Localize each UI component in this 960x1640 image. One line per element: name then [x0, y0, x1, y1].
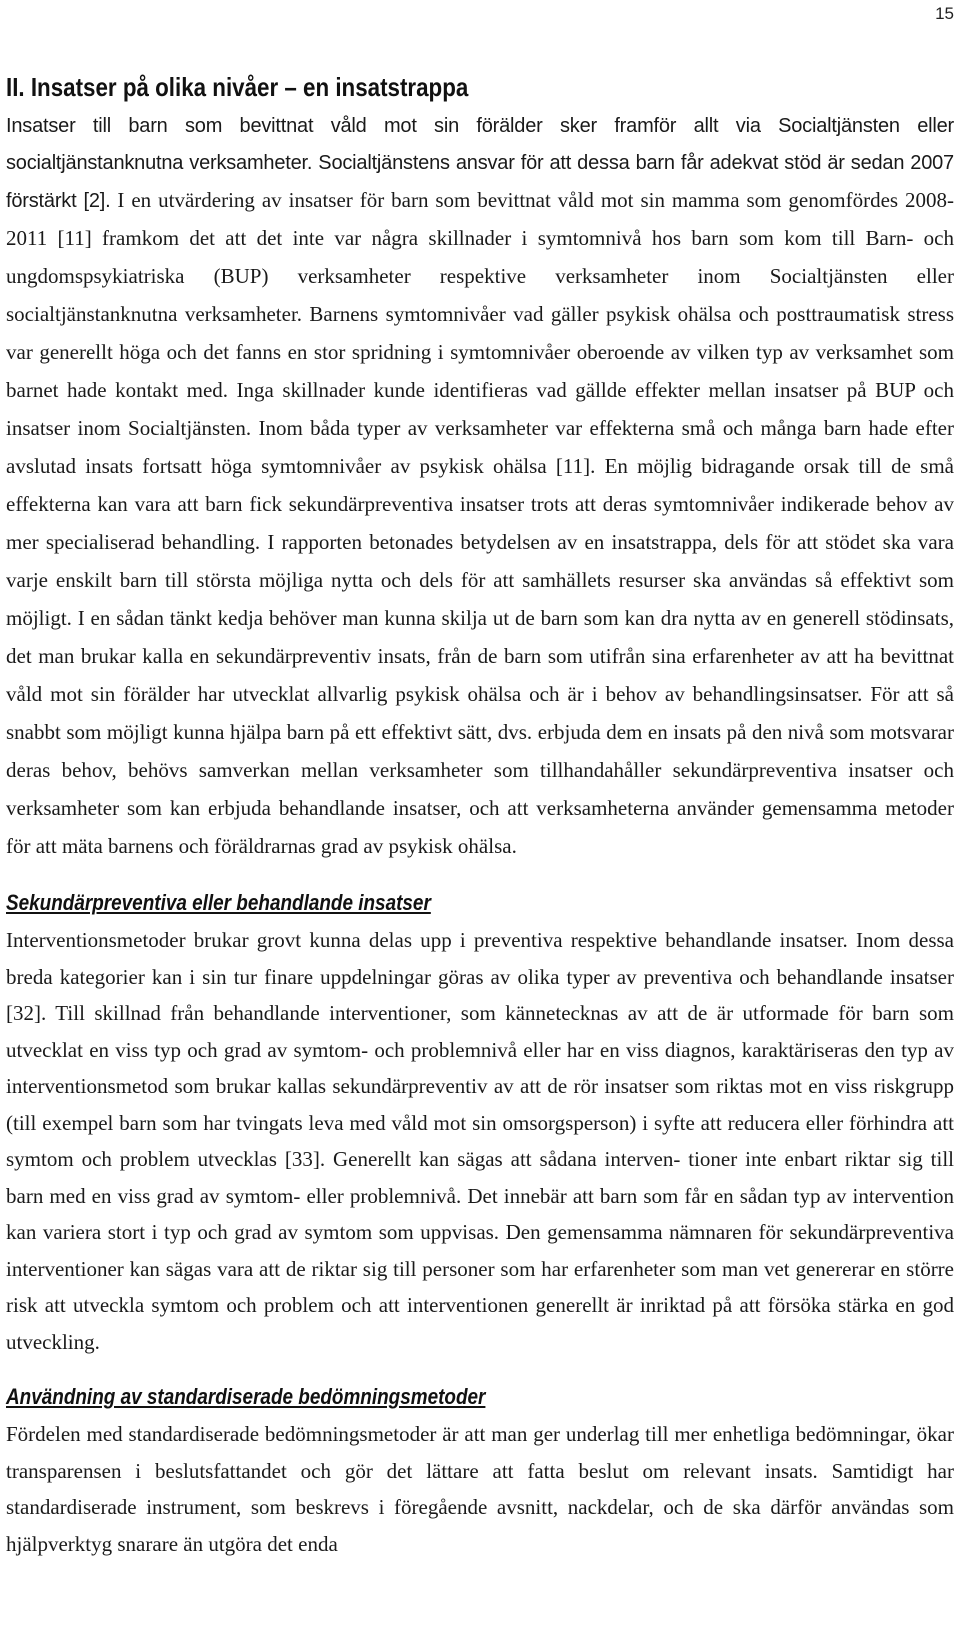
chapter-heading: II. Insatser på olika nivåer – en insatstrappa [6, 72, 469, 102]
section-paragraph-sekundarpreventiva: Interventionsmetoder brukar grovt kunna delas upp i preventiva respektive behandlande insatser. Inom dessa breda kategorier kan i sin tur finare uppdelningar göras av olika typer av preventiva och behandlande insatser [32]. Till skillnad från behandlande interventioner, som kännetecknas av att de är utformade för barn som utvecklat en viss typ och grad av symtom- och problemnivå eller har en viss diagnos, karaktäriseras den typ av interventionsmetod som brukar kallas sekundärpreventiv av att de rör insatser som riktas mot en viss riskgrupp (till exempel barn som har tvingats leva med våld mot sin omsorgsperson) i syfte att reducera eller förhindra att symtom och problem utvecklas [33]. Generellt kan sägas att sådana interven- tioner inte enbart riktar sig till barn med en viss grad av symtom- eller problemnivå. Det innebär att barn som får en sådan typ av intervention kan variera stort i typ och grad av symtom som uppvisas. Den gemensamma nämnaren för sekundärpreventiva interventioner kan sägas vara att de riktar sig till personer som har erfarenheter som man vet genererar en större risk att utveckla symtom och problem och att interventionen generellt är inriktad på att försöka stärka en god utveckling. [6, 928, 954, 1354]
intro-paragraph [6, 108, 954, 866]
section-paragraph-standardiserade: Fördelen med standardiserade bedömningsmetoder är att man ger underlag till mer enhetliga bedömningar, ökar transparensen i beslutsfattandet och gör det lättare att fatta beslut om relevant insats. Samtidigt har standardiserade instrument, som beskrevs i föregående avsnitt, nackdelar, och de ska därför användas som hjälpverktyg snarare än utgöra det enda [6, 1422, 954, 1556]
section-heading-sekundarpreventiva: Sekundärpreventiva eller behandlande insatser [6, 890, 431, 915]
page-number: 15 [935, 4, 954, 23]
section-heading-standardiserade: Användning av standardiserade bedömningsmetoder [6, 1384, 486, 1409]
intro-serif-text: I en utvärdering av insatser för barn som bevittnat våld mot sin mamma som genomfördes 2008-2011 [11] framkom det att det inte var några skillnader i symtomnivå hos barn som kom till Barn- och ungdomspsykiatriska (BUP) verksamheter respektive verksamheter inom Socialtjänsten eller socialtjänstanknutna verksamheter. Barnens symtomnivåer vad gäller psykisk ohälsa och posttraumatisk stress var generellt höga och det fanns en stor spridning i symtomnivåer oberoende av vilken typ av verksamhet som barnet hade kontakt med. Inga skillnader kunde identifieras vad gällde effekter mellan insatser på BUP och insatser inom Socialtjänsten. Inom båda typer av verksamheter var effekterna små och många barn hade efter avslutad insats fortsatt höga symtomnivåer av psykisk ohälsa [11]. En möjlig bidragande orsak till de små effekterna kan vara att barn fick sekundärpreventiva insatser trots att deras symtomnivåer indikerade behov av mer specialiserad behandling. I rapporten betonades betydelsen av en insatstrappa, dels för att stödet ska vara varje enskilt barn till största möjliga nytta och dels för att samhällets resurser ska användas så effektivt som möjligt. I en sådan tänkt kedja behöver man kunna skilja ut de barn som kan dra nytta av en generell stödinsats, det man brukar kalla en sekundärpreventiv insats, från de barn som utifrån sina erfarenheter av att ha bevittnat våld mot sin förälder har utvecklat allvarlig psykisk ohälsa och är i behov av behandlingsinsatser. För att så snabbt som möjligt kunna hjälpa barn på ett effektivt sätt, dvs. erbjuda dem en insats på den nivå som motsvarar deras behov, behövs samverkan mellan verksamheter som tillhandahåller sekundärpreventiva insatser och verksamheter som kan erbjuda behandlande insatser, och att verksamheterna använder gemensamma metoder för att mäta barnens och föräldrarnas grad av psykisk ohälsa. [6, 188, 954, 858]
intro-sans-text: Insatser till barn som bevittnat våld mot sin förälder sker framför allt via Socialtjänsten eller socialtjänstanknutna verksamheter. Socialtjänstens ansvar för att dessa barn får adekvat stöd är sedan 2007 förstärkt [2]. [6, 115, 954, 212]
page-content [6, 70, 954, 1562]
